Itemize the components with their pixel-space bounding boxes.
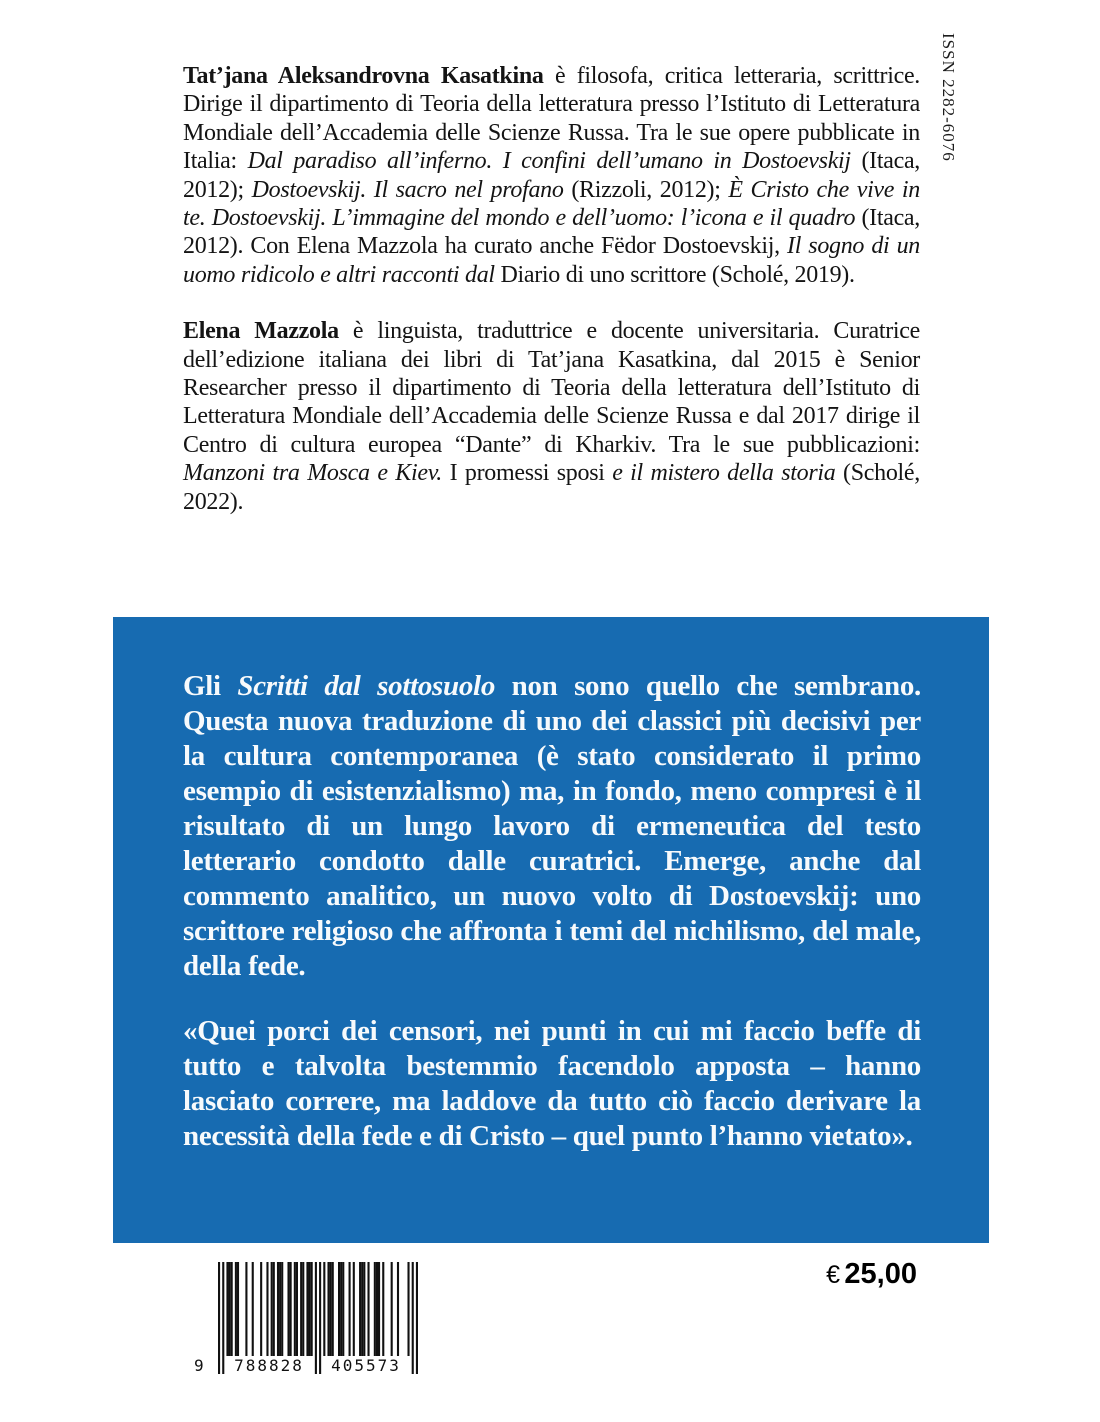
book-description: Gli Scritti dal sottosuolo non sono quello che sembrano. Questa nuova traduzione di uno dei classici più decisivi per la cultura contemporanea (è stato considerato il primo esempio di esistenzialismo) ma, in fondo, meno compresi è il risultato di un lungo lavoro di ermeneutica del testo letterario condotto dalle curatrici. Emerge, anche dal commento analitico, un nuovo volto di Dostoevskij: uno scrittore religioso che affronta i temi del nichilismo, del male, della fede.	[183, 670, 921, 982]
author-bio-mazzola: Elena Mazzola è linguista, traduttrice e docente universitaria. Curatrice dell’edizione italiana dei libri di Tat’jana Kasatkina, dal 2015 è Senior Researcher presso il dipartimento di Teoria della letteratura dell’Istituto di Letteratura Mondiale dell’Accademia delle Scienze Russa e dal 2017 dirige il Centro di cultura europea “Dante” di Kharkiv. Tra le sue pubblicazioni: Manzoni tra Mosca e Kiev. I promessi sposi e il mistero della storia (Scholé, 2022).	[183, 318, 920, 515]
price-amount: 25,00	[844, 1258, 917, 1290]
author-bios	[183, 62, 920, 516]
barcode-digit-lead: 9	[194, 1356, 216, 1376]
censors-quote: «Quei porci dei censori, nei punti in cui mi faccio beffe di tutto e talvolta bestemmio facendolo apposta – hanno lasciato correre, ma laddove da tutto ciò faccio derivare la necessità della fede e di Cristo – quel punto l’hanno vietato».	[183, 1015, 921, 1152]
barcode	[194, 1262, 418, 1380]
author-bio-kasatkina: Tat’jana Aleksandrovna Kasatkina è filosofa, critica letteraria, scrittrice. Dirige il dipartimento di Teoria della letteratura presso l’Istituto di Letteratura Mondiale dell’Accademia delle Scienze Russa. Tra le sue opere pubblicate in Italia: Dal paradiso all’inferno. I confini dell’umano in Dostoevskij (Itaca, 2012); Dostoevskij. Il sacro nel profano (Rizzoli, 2012); È Cristo che vive in te. Dostoevskij. L’immagine del mondo e dell’uomo: l’icona e il quadro (Itaca, 2012). Con Elena Mazzola ha curato anche Fëdor Dostoevskij, Il sogno di un uomo ridicolo e altri racconti dal Diario di uno scrittore (Scholé, 2019).	[183, 63, 921, 288]
issn-label: ISSN 2282-6076	[939, 33, 958, 162]
barcode-digits-right: 405573	[322, 1356, 410, 1376]
barcode-number	[194, 1356, 424, 1376]
barcode-digits-left: 788828	[225, 1356, 313, 1376]
blurb-panel	[113, 617, 989, 1243]
price-label	[826, 1258, 917, 1291]
currency-symbol: €	[826, 1261, 840, 1289]
